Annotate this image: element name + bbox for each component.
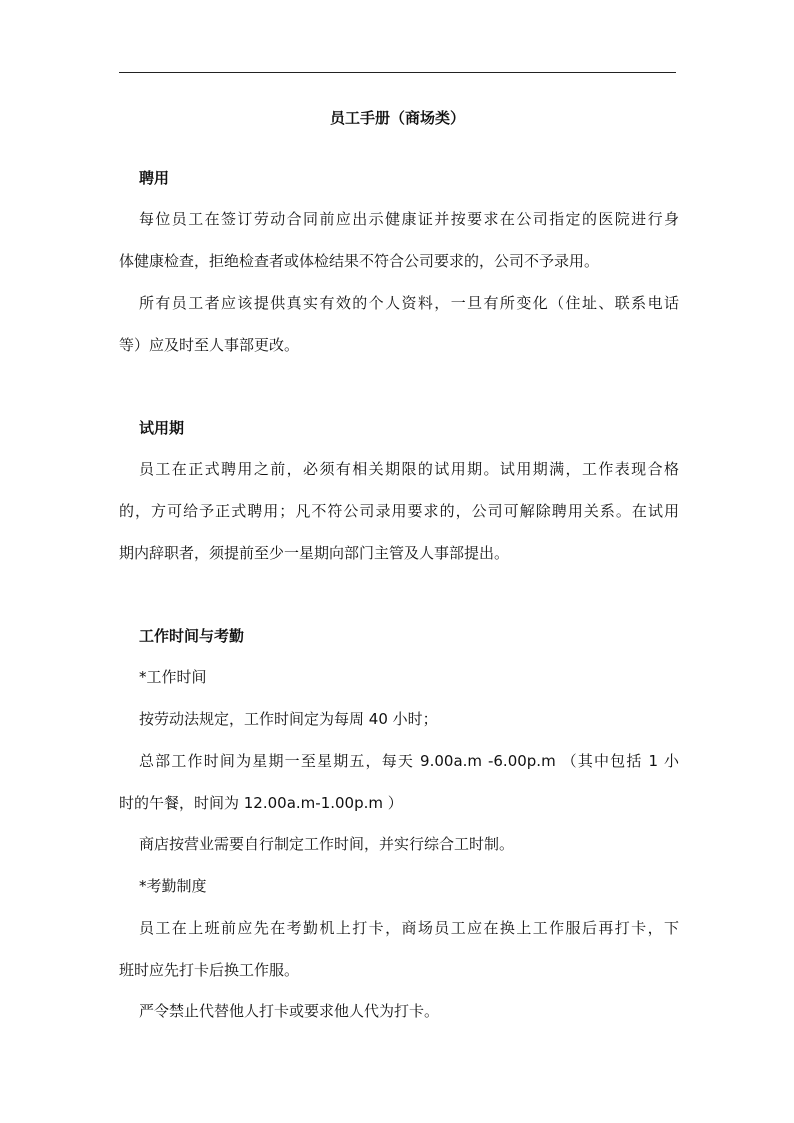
paragraph-line: 的，方可给予正式聘用；凡不符公司录用要求的，公司可解除聘用关系。在试用 bbox=[119, 502, 679, 520]
paragraph-line: 所有员工者应该提供真实有效的个人资料，一旦有所变化（住址、联系电话 bbox=[139, 294, 679, 312]
paragraph-line: 每位员工在签订劳动合同前应出示健康证并按要求在公司指定的医院进行身 bbox=[139, 210, 679, 228]
paragraph-line: 员工在正式聘用之前，必须有相关期限的试用期。试用期满，工作表现合格 bbox=[139, 460, 679, 478]
paragraph-line: 等）应及时至人事部更改。 bbox=[119, 336, 300, 354]
paragraph-line: 时的午餐，时间为 12.00a.m-1.00p.m ） bbox=[119, 794, 403, 812]
section-heading-hiring: 聘用 bbox=[139, 169, 170, 187]
paragraph-line: 员工在上班前应先在考勤机上打卡，商场员工应在换上工作服后再打卡，下 bbox=[139, 919, 679, 937]
paragraph-line: 班时应先打卡后换工作服。 bbox=[119, 961, 300, 979]
paragraph-line: 体健康检查，拒绝检查者或体检结果不符合公司要求的，公司不予录用。 bbox=[119, 252, 600, 270]
paragraph-line: 严令禁止代替他人打卡或要求他人代为打卡。 bbox=[139, 1002, 440, 1020]
section-heading-probation: 试用期 bbox=[139, 419, 185, 437]
document-title: 员工手册（商场类） bbox=[329, 109, 465, 127]
header-rule bbox=[119, 72, 676, 73]
subheading-work-time: *工作时间 bbox=[139, 668, 207, 686]
paragraph-line: 期内辞职者，须提前至少一星期向部门主管及人事部提出。 bbox=[119, 544, 510, 562]
paragraph-line: 按劳动法规定，工作时间定为每周 40 小时； bbox=[139, 710, 438, 728]
section-heading-work-time: 工作时间与考勤 bbox=[139, 627, 245, 645]
paragraph-line: 商店按营业需要自行制定工作时间，并实行综合工时制。 bbox=[139, 835, 515, 853]
subheading-attendance: *考勤制度 bbox=[139, 877, 207, 895]
paragraph-line: 总部工作时间为星期一至星期五，每天 9.00a.m -6.00p.m （其中包括 1 小 bbox=[139, 752, 679, 770]
